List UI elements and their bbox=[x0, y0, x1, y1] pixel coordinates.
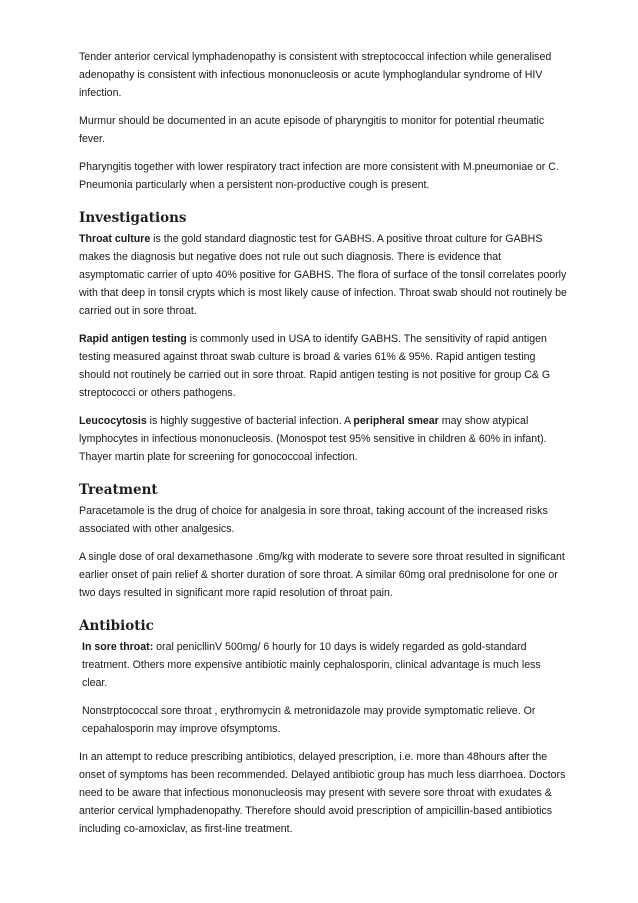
rapid-antigen-paragraph bbox=[79, 330, 568, 402]
leucocytosis-term: Leucocytosis bbox=[79, 415, 147, 427]
peripheral-smear-term: peripheral smear bbox=[353, 415, 439, 427]
leucocytosis-text-b: may show atypical lymphocytes in infectious mononucleosis. (Monospot test 95% sensitive in children & 60% in infant). Thayer martin plate for screening for gonococcoal infection. bbox=[79, 415, 547, 463]
intro-paragraph-3: Pharyngitis together with lower respiratory tract infection are more consistent with M.pneumoniae or C. Pneumonia particularly when a persistent non-productive cough is present. bbox=[79, 161, 559, 191]
throat-culture-paragraph bbox=[79, 230, 568, 320]
treatment-heading: Treatment bbox=[79, 482, 158, 498]
antibiotic-heading: Antibiotic bbox=[79, 618, 154, 634]
antibiotic-paragraph-1 bbox=[79, 638, 568, 692]
throat-culture-term: Throat culture bbox=[79, 233, 151, 245]
intro-paragraph-2: Murmur should be documented in an acute episode of pharyngitis to monitor for potential rheumatic fever. bbox=[79, 115, 545, 145]
treatment-paragraph-2: A single dose of oral dexamethasone .6mg/kg with moderate to severe sore throat resulted in significant earlier onset of pain relief & shorter duration of sore throat. A similar 60mg oral prednisolone for one or two days resulted in significant more rapid resolution of throat pain. bbox=[79, 551, 565, 599]
intro-paragraph-1: Tender anterior cervical lymphadenopathy is consistent with streptococcal infection while generalised adenopathy is consistent with infectious mononucleosis or acute lymphoglandular syndrome of HIV infection. bbox=[79, 51, 552, 99]
antibiotic-paragraph-3: In an attempt to reduce prescribing antibiotics, delayed prescription, i.e. more than 48hours after the onset of symptoms has been recommended. Delayed antibiotic group has much less diarrhoea. Doctors need to be aware that infectious mononucleosis may present with severe sore throat with exudates & anterior cervical lymphadenopathy. Therefore should avoid prescription of ampicillin-based antibiotics including co-amoxiclav, as first-line treatment. bbox=[79, 751, 566, 835]
leucocytosis-text-a: is highly suggestive of bacterial infection. A bbox=[146, 415, 354, 427]
rapid-antigen-term: Rapid antigen testing bbox=[79, 333, 187, 345]
throat-culture-text: is the gold standard diagnostic test for GABHS. A positive throat culture for GABHS makes the diagnosis but negative does not rule out such diagnosis. There is evidence that asymptomatic carrier of upto 40% positive for GABHS. The flora of surface of the tonsil correlates poorly with that deep in tonsil crypts which is most likely cause of infection. Throat swab should not routinely be carried out in sore throat. bbox=[79, 233, 567, 317]
in-sore-throat-term: In sore throat: bbox=[82, 641, 154, 653]
treatment-paragraph-1: Paracetamole is the drug of choice for analgesia in sore throat, taking account of the increased risks associated with other analgesics. bbox=[79, 505, 548, 535]
antibiotic-paragraph-2: Nonstrptococcal sore throat , erythromycin & metronidazole may provide symptomatic relieve. Or cepahalosporin may improve ofsymptoms. bbox=[82, 705, 536, 735]
investigations-heading: Investigations bbox=[79, 210, 187, 226]
leucocytosis-paragraph bbox=[79, 412, 568, 466]
antibiotic-text-1: oral penicllinV 500mg/ 6 hourly for 10 days is widely regarded as gold-standard treatment. Others more expensive antibiotic mainly cephalosporin, clinical advantage is much less clear. bbox=[82, 641, 541, 689]
rapid-antigen-text: is commonly used in USA to identify GABHS. The sensitivity of rapid antigen testing measured against throat swab culture is broad & varies 61% & 95%. Rapid antigen testing should not routinely be carried out in sore throat. Rapid antigen testing is not positive for group C& G streptococci or others pathogens. bbox=[79, 333, 551, 399]
